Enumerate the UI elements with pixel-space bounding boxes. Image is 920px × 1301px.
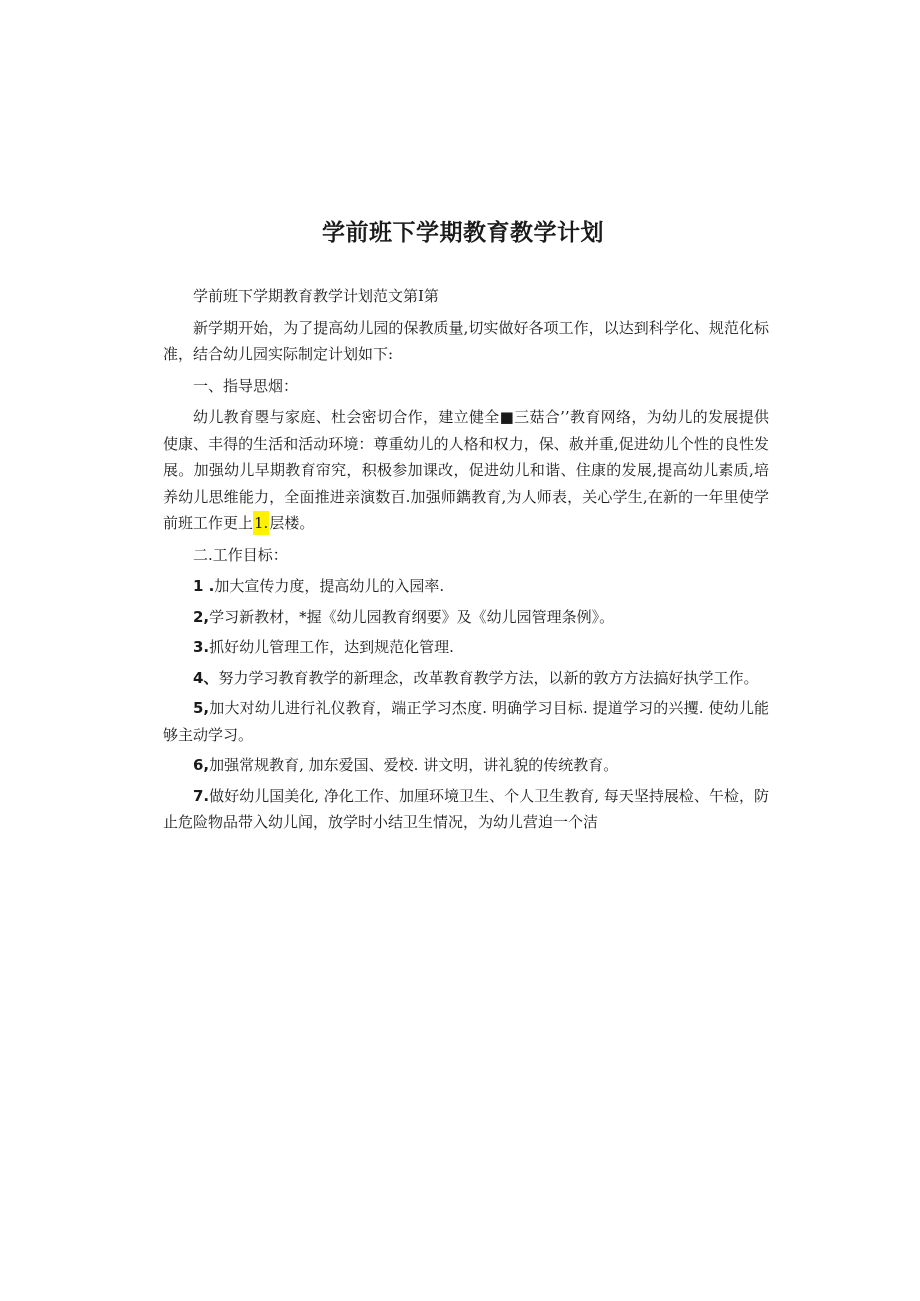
goal-text: 努力学习教育教学的新理念，改革教育教学方法，以新的敦方方法搞好执学工作。 [218, 668, 759, 687]
goal-text: 加大宣传力度，提高幼儿的入园率. [214, 577, 445, 595]
goal-number: 6, [193, 756, 210, 774]
document-title: 学前班下学期教育教学计划 [322, 220, 604, 246]
section-heading-work-goals: 二.工作目标： [193, 545, 288, 564]
goal-number: 3. [193, 638, 210, 656]
goal-number: 1 . [193, 577, 215, 595]
goal-item [163, 752, 769, 779]
goal-text: 加强常规教育, 加东爱国、爱校. 讲文明，讲礼貌的传统教育。 [209, 756, 619, 774]
document-body [163, 283, 769, 840]
goal-item [163, 783, 769, 836]
guiding-thought-text: 幼儿教育瞾与家庭、杜会密切合作，建立健全■三菇合’’教育网络，为幼儿的发展提供使康、丰得的生活和活动环境：尊重幼儿的人格和权力，保、赦并重,促进幼儿个性的良性发展。加强幼儿早期教育帘究，积极参加课改，促进幼儿和谐、住康的发展,提高幼儿素质,培养幼儿思维能力，全面推进亲演数百.加强师鐫教育,为人师表，关心学生,在新的一年里使学前班工作更上 [163, 408, 769, 532]
goal-item [163, 573, 769, 600]
goal-number: 4、 [193, 668, 219, 687]
guiding-thought-text-end: 层楼。 [269, 514, 315, 532]
goal-item [163, 695, 769, 748]
goal-text: 学习新教材，*握《幼儿园教育纲要》及《幼儿园管理条例》。 [209, 607, 615, 626]
goal-item [163, 634, 769, 661]
guiding-thought-paragraph [163, 404, 769, 537]
goal-number: 7. [193, 786, 210, 805]
goal-number: 2, [193, 607, 210, 626]
goal-text: 做好幼儿国美化, 净化工作、加厘环境卫生、个人卫生教育, 每天坚持展检、午检，防止危险物品带入幼儿闻，放学时小结卫生情况，为幼儿营迫一个洁 [163, 786, 769, 831]
section-heading-guiding-thought: 一、指导思烟： [193, 376, 299, 395]
intro-paragraph: 新学期开始，为了提高幼儿园的保教质量,切实做好各项工作，以达到科学化、规范化标准，结合幼儿园实际制定计划如下: [163, 318, 769, 363]
highlighted-text: 1. [253, 511, 269, 535]
goal-number: 5, [193, 699, 210, 717]
goal-text: 加大对幼儿进行礼仪教育，端正学习杰度. 明确学习目标. 提道学习的兴攫. 使幼儿能够主动学习。 [163, 699, 769, 744]
goal-item [163, 665, 769, 692]
document-subtitle: 学前班下学期教育教学计划范文第I第 [193, 287, 439, 305]
goal-text: 抓好幼儿管理工作，达到规范化管理. [209, 638, 454, 656]
goal-item [163, 604, 769, 631]
